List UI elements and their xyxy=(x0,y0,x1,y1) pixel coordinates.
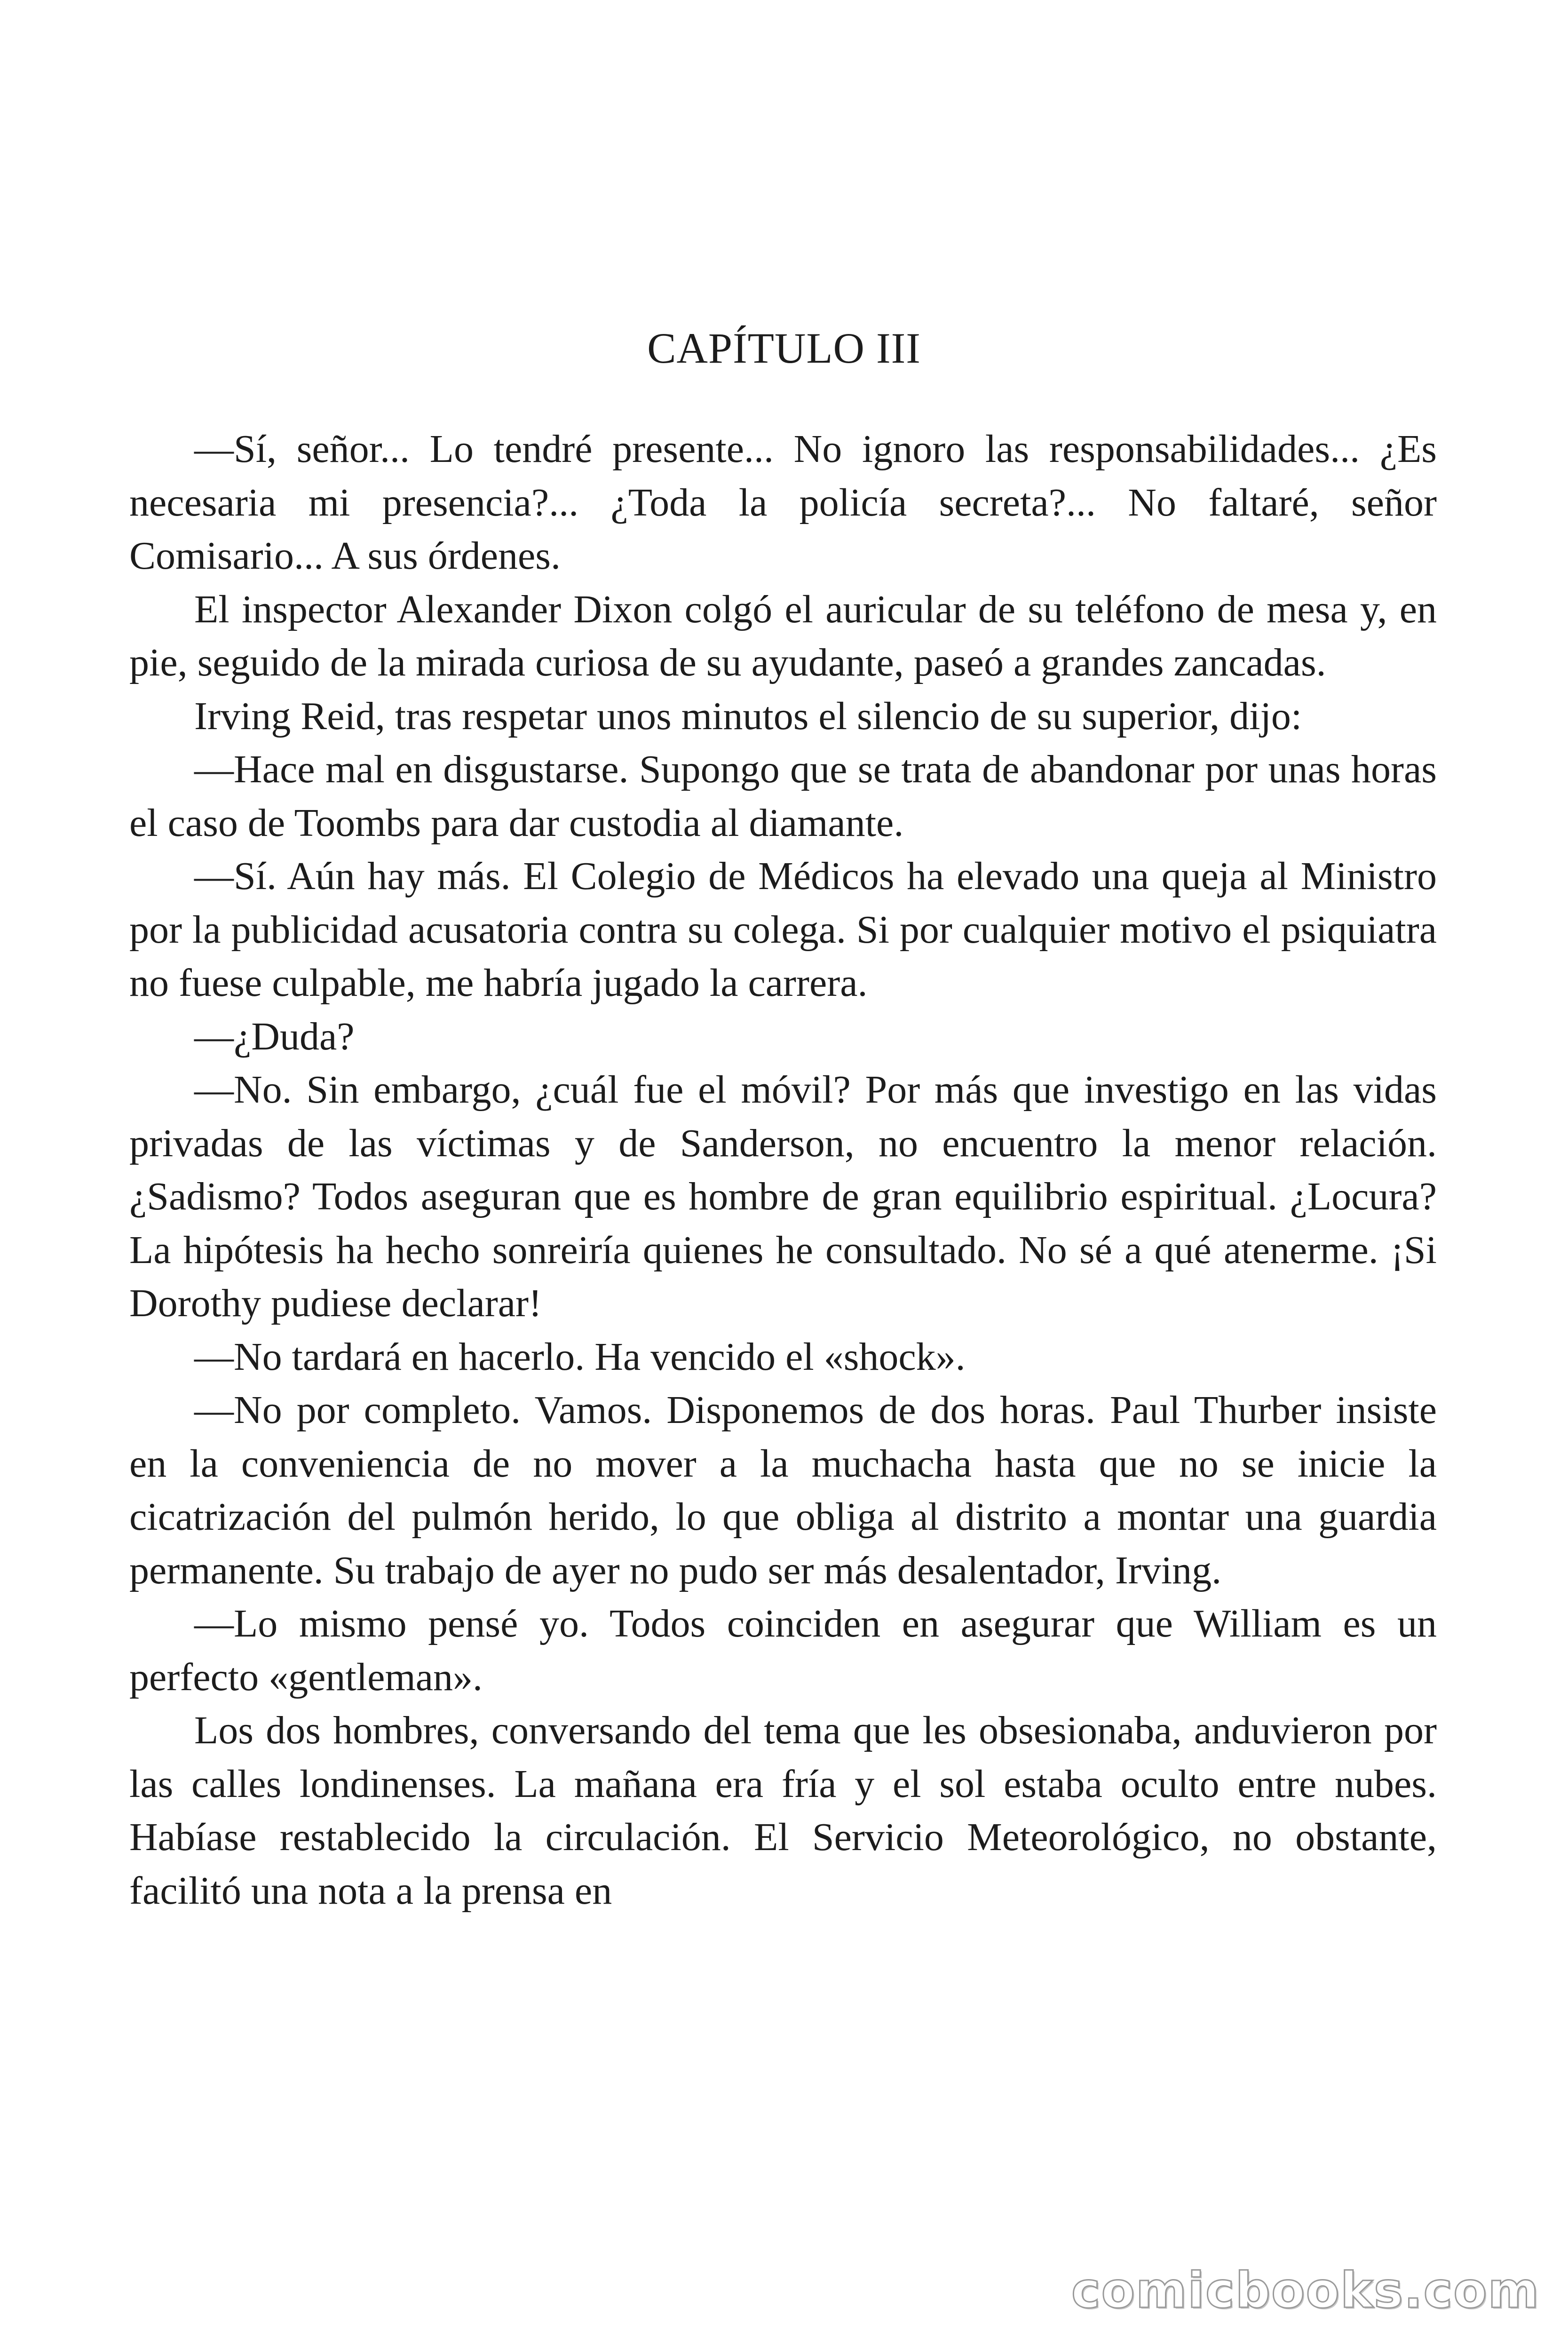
paragraph: El inspector Alexander Dixon colgó el auricular de su teléfono de mesa y, en pie, seguido de la mirada curiosa de su ayudante, paseó a grandes zancadas. xyxy=(129,587,1437,684)
paragraph: —Hace mal en disgustarse. Supongo que se trata de abandonar por unas horas el caso de Toombs para dar custodia al diamante. xyxy=(129,747,1437,845)
paragraph: Los dos hombres, conversando del tema que les obsesionaba, anduvieron por las calles londinenses. La mañana era fría y el sol estaba oculto entre nubes. Habíase restablecido la circulación. El Servicio Meteorológico, no obstante, facilitó una nota a la prensa en xyxy=(129,1708,1437,1913)
paragraph: —No por completo. Vamos. Disponemos de dos horas. Paul Thurber insiste en la conveniencia de no mover a la muchacha hasta que no se inicie la cicatrización del pulmón herido, lo que obliga al distrito a montar una guardia permanente. Su trabajo de ayer no pudo ser más desalentador, Irving. xyxy=(129,1388,1437,1592)
paragraph: —No tardará en hacerlo. Ha vencido el «shock». xyxy=(194,1335,966,1379)
paragraph: Irving Reid, tras respetar unos minutos el silencio de su superior, dijo: xyxy=(194,694,1302,738)
paragraph: —¿Duda? xyxy=(194,1014,355,1058)
paragraph: —Sí, señor... Lo tendré presente... No ignoro las responsabilidades... ¿Es necesaria mi presencia?... ¿Toda la policía secreta?... No faltaré, señor Comisario... A sus órdenes. xyxy=(129,427,1437,578)
paragraph: —No. Sin embargo, ¿cuál fue el móvil? Por más que investigo en las vidas privadas de las víctimas y de Sanderson, no encuentro la menor relación. ¿Sadismo? Todos aseguran que es hombre de gran equilibrio espiritual. ¿Locura? La hipótesis ha hecho sonreiría quienes he consultado. No sé a qué atenerme. ¡Si Dorothy pudiese declarar! xyxy=(129,1068,1437,1325)
chapter-title: CAPÍTULO III xyxy=(647,324,921,372)
watermark: comicbooks.com xyxy=(1071,2262,1540,2319)
paragraph: —Lo mismo pensé yo. Todos coinciden en asegurar que William es un perfecto «gentleman». xyxy=(129,1602,1437,1699)
chapter-body xyxy=(129,422,1437,1917)
paragraph: —Sí. Aún hay más. El Colegio de Médicos ha elevado una queja al Ministro por la publicidad acusatoria contra su colega. Si por cualquier motivo el psiquiatra no fuese culpable, me habría jugado la carrera. xyxy=(129,854,1437,1005)
